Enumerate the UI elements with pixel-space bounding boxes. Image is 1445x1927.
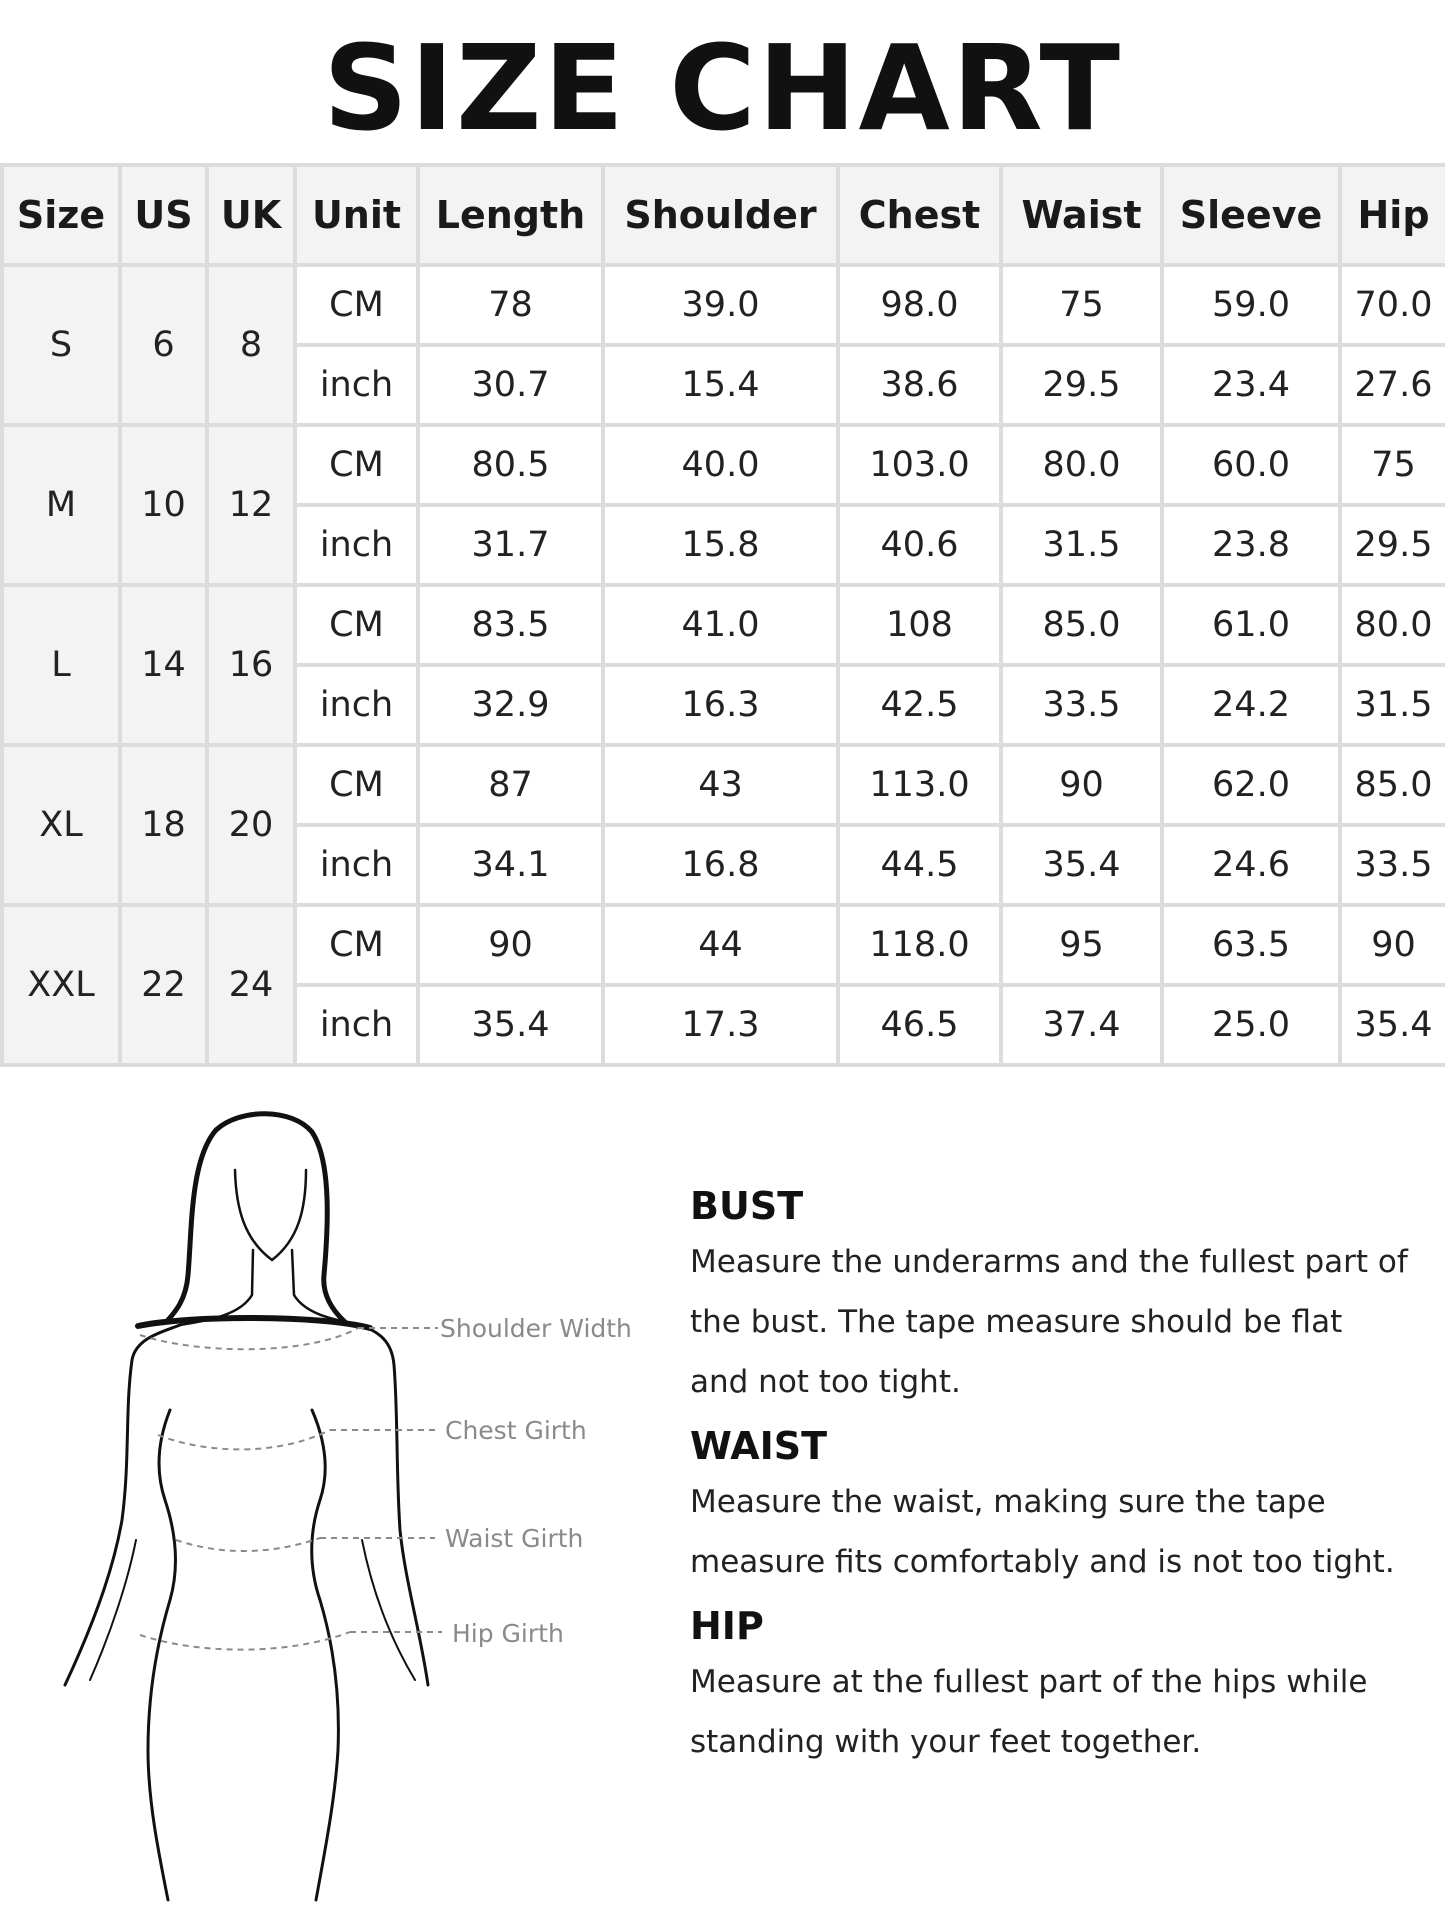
chest-measure-line <box>158 1430 330 1449</box>
cell-value: 75 <box>1001 265 1162 345</box>
measurement-guide <box>690 1180 1410 1780</box>
table-row <box>2 425 1445 505</box>
cell-value: 43 <box>603 745 838 825</box>
table-row <box>2 905 1445 985</box>
cell-value: 37.4 <box>1001 985 1162 1065</box>
cell-value: 23.8 <box>1162 505 1340 585</box>
cell-value: 35.4 <box>1340 985 1445 1065</box>
cell-unit: inch <box>295 985 418 1065</box>
table-header-row <box>2 165 1445 265</box>
cell-value: 29.5 <box>1001 345 1162 425</box>
cell-size: XXL <box>2 905 120 1065</box>
hip-girth-label: Hip Girth <box>452 1619 564 1648</box>
cell-value: 80.0 <box>1001 425 1162 505</box>
body-measurement-figure <box>40 1110 680 1910</box>
cell-unit: inch <box>295 505 418 585</box>
cell-value: 118.0 <box>838 905 1001 985</box>
cell-value: 34.1 <box>418 825 603 905</box>
column-header: Waist <box>1001 165 1162 265</box>
cell-value: 44.5 <box>838 825 1001 905</box>
cell-us: 14 <box>120 585 207 745</box>
cell-size: L <box>2 585 120 745</box>
column-header: Size <box>2 165 120 265</box>
cell-uk: 20 <box>207 745 295 905</box>
cell-value: 39.0 <box>603 265 838 345</box>
cell-value: 38.6 <box>838 345 1001 425</box>
bust-text: Measure the underarms and the fullest part of the bust. The tape measure should be flat and not too tight. <box>690 1244 1408 1400</box>
cell-unit: CM <box>295 425 418 505</box>
hip-text: Measure at the fullest part of the hips while standing with your feet together. <box>690 1664 1368 1760</box>
cell-value: 15.4 <box>603 345 838 425</box>
cell-value: 95 <box>1001 905 1162 985</box>
cell-value: 80.0 <box>1340 585 1445 665</box>
cell-value: 87 <box>418 745 603 825</box>
column-header: Sleeve <box>1162 165 1340 265</box>
cell-value: 108 <box>838 585 1001 665</box>
cell-value: 31.5 <box>1340 665 1445 745</box>
cell-value: 60.0 <box>1162 425 1340 505</box>
cell-value: 103.0 <box>838 425 1001 505</box>
cell-unit: CM <box>295 265 418 345</box>
cell-value: 63.5 <box>1162 905 1340 985</box>
cell-us: 10 <box>120 425 207 585</box>
chest-girth-label: Chest Girth <box>445 1416 587 1445</box>
waist-heading: WAIST <box>690 1424 828 1468</box>
cell-value: 78 <box>418 265 603 345</box>
cell-value: 44 <box>603 905 838 985</box>
waist-measure-line <box>176 1538 320 1551</box>
cell-us: 6 <box>120 265 207 425</box>
cell-value: 90 <box>1340 905 1445 985</box>
cell-value: 23.4 <box>1162 345 1340 425</box>
cell-value: 27.6 <box>1340 345 1445 425</box>
cell-size: XL <box>2 745 120 905</box>
cell-value: 33.5 <box>1001 665 1162 745</box>
table-row <box>2 745 1445 825</box>
woman-silhouette-illustration <box>40 1110 680 1910</box>
cell-value: 24.6 <box>1162 825 1340 905</box>
column-header: Length <box>418 165 603 265</box>
hip-measure-line <box>140 1632 350 1650</box>
cell-value: 16.3 <box>603 665 838 745</box>
cell-unit: CM <box>295 585 418 665</box>
cell-size: M <box>2 425 120 585</box>
cell-unit: inch <box>295 825 418 905</box>
waist-text: Measure the waist, making sure the tape measure fits comfortably and is not too tight. <box>690 1484 1395 1580</box>
cell-value: 15.8 <box>603 505 838 585</box>
cell-value: 42.5 <box>838 665 1001 745</box>
cell-uk: 12 <box>207 425 295 585</box>
cell-value: 59.0 <box>1162 265 1340 345</box>
cell-value: 33.5 <box>1340 825 1445 905</box>
bust-heading: BUST <box>690 1184 804 1228</box>
cell-unit: inch <box>295 345 418 425</box>
cell-value: 90 <box>418 905 603 985</box>
cell-uk: 16 <box>207 585 295 745</box>
cell-value: 31.7 <box>418 505 603 585</box>
table-row <box>2 585 1445 665</box>
cell-value: 62.0 <box>1162 745 1340 825</box>
cell-value: 70.0 <box>1340 265 1445 345</box>
column-header: US <box>120 165 207 265</box>
cell-us: 22 <box>120 905 207 1065</box>
cell-value: 41.0 <box>603 585 838 665</box>
cell-value: 35.4 <box>418 985 603 1065</box>
waist-girth-label: Waist Girth <box>445 1524 584 1553</box>
cell-unit: CM <box>295 905 418 985</box>
cell-value: 80.5 <box>418 425 603 505</box>
column-header: Unit <box>295 165 418 265</box>
cell-value: 25.0 <box>1162 985 1340 1065</box>
shoulder-width-label: Shoulder Width <box>440 1314 632 1343</box>
cell-value: 75 <box>1340 425 1445 505</box>
cell-value: 85.0 <box>1340 745 1445 825</box>
column-header: Chest <box>838 165 1001 265</box>
cell-uk: 24 <box>207 905 295 1065</box>
cell-value: 46.5 <box>838 985 1001 1065</box>
cell-value: 35.4 <box>1001 825 1162 905</box>
cell-value: 24.2 <box>1162 665 1340 745</box>
cell-value: 90 <box>1001 745 1162 825</box>
cell-value: 85.0 <box>1001 585 1162 665</box>
page-title: SIZE CHART <box>323 19 1122 157</box>
cell-value: 31.5 <box>1001 505 1162 585</box>
size-table <box>0 163 1445 1067</box>
cell-value: 40.6 <box>838 505 1001 585</box>
cell-value: 29.5 <box>1340 505 1445 585</box>
cell-size: S <box>2 265 120 425</box>
cell-value: 40.0 <box>603 425 838 505</box>
cell-unit: CM <box>295 745 418 825</box>
column-header: UK <box>207 165 295 265</box>
shoulder-measure-line <box>140 1328 358 1349</box>
column-header: Shoulder <box>603 165 838 265</box>
cell-value: 17.3 <box>603 985 838 1065</box>
cell-value: 30.7 <box>418 345 603 425</box>
column-header: Hip <box>1340 165 1445 265</box>
cell-value: 98.0 <box>838 265 1001 345</box>
cell-value: 32.9 <box>418 665 603 745</box>
cell-uk: 8 <box>207 265 295 425</box>
cell-unit: inch <box>295 665 418 745</box>
cell-value: 83.5 <box>418 585 603 665</box>
table-body <box>2 265 1445 1065</box>
cell-value: 113.0 <box>838 745 1001 825</box>
cell-value: 16.8 <box>603 825 838 905</box>
cell-us: 18 <box>120 745 207 905</box>
table-row <box>2 265 1445 345</box>
cell-value: 61.0 <box>1162 585 1340 665</box>
hip-heading: HIP <box>690 1604 764 1648</box>
